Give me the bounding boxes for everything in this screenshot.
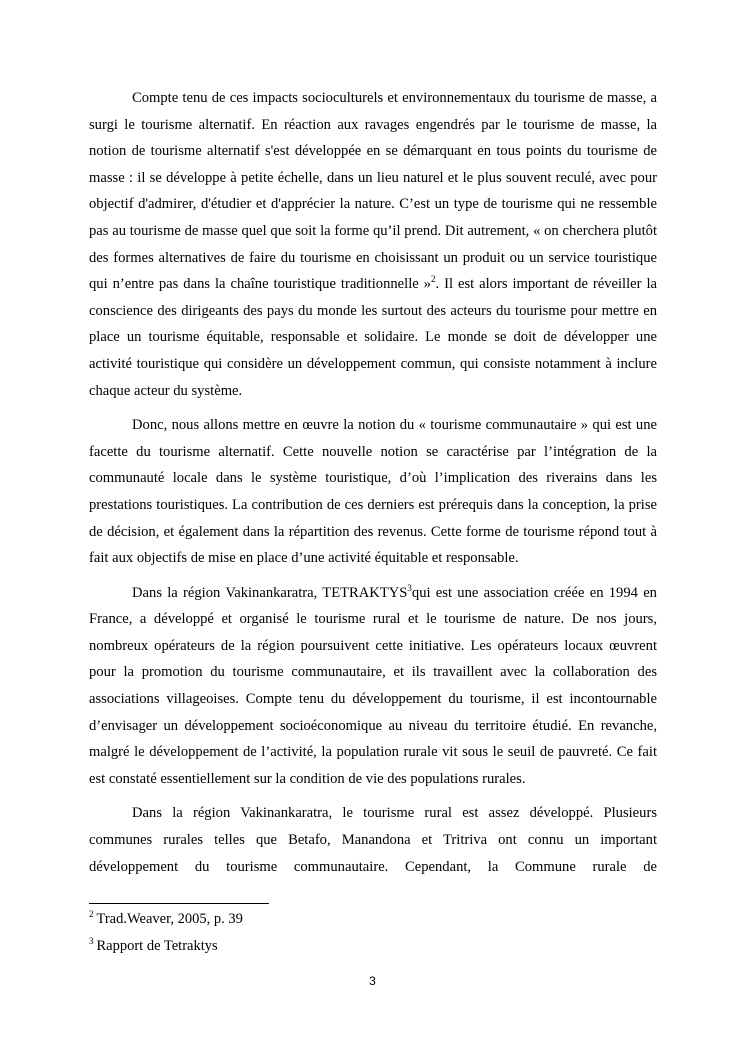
paragraph-text: Dans la région Vakinankaratra, le tourisme rural est assez développé. Plusieurs communes rurales telles que Betafo, Manandona et Tritriva ont connu un important développement du tourisme communautaire. Cependant, la Commune rurale de (89, 805, 657, 875)
paragraph-text: . Il est alors important de réveiller la conscience des dirigeants des pays du monde les surtout des acteurs du tourisme pour mettre en place un tourisme équitable, responsable et solidaire. Le monde se doit de développer une activité touristique qui considère un développement commun, qui consiste notamment à inclure chaque acteur du système. (89, 276, 657, 399)
footnote-item (89, 909, 657, 929)
footnote-mark: 3 (89, 936, 94, 947)
paragraph-tetraktys (89, 580, 657, 793)
paragraph-vakinankaratra (89, 800, 657, 880)
paragraph-tourisme-alternatif (89, 85, 657, 404)
paragraph-text: Donc, nous allons mettre en œuvre la notion du « tourisme communautaire » qui est une facette du tourisme alternatif. Cette nouvelle notion se caractérise par l’intégration de la communauté locale dans le système touristique, d’où l’implication des riverains dans les prestations touristiques. La contribution de ces derniers est prérequis dans la conception, la prise de décision, et également dans la répartition des revenus. Cette forme de tourisme répond tout à fait aux objectifs de mise en place d’une activité équitable et responsable. (89, 417, 657, 567)
paragraph-tourisme-communautaire (89, 412, 657, 572)
paragraph-text: qui est une association créée en 1994 en France, a développé et organisé le tourisme rural et le tourisme de nature. De nos jours, nombreux opérateurs de la région poursuivent cette initiative. Les opérateurs locaux œuvrent pour la promotion du tourisme communautaire, et ils travaillent avec la collaboration des associations villageoises. Compte tenu du développement du tourisme, il est incontournable d’envisager un développement socioéconomique au niveau du territoire étudié. En revanche, malgré le développement de l’activité, la population rurale vit sous le seuil de pauvreté. Ce fait est constaté essentiellement sur la condition de vie des populations rurales. (89, 584, 657, 787)
footnote-item (89, 936, 657, 956)
paragraph-text: Dans la région Vakinankaratra, TETRAKTYS (132, 584, 408, 601)
page-number: 3 (369, 974, 376, 988)
footnotes (89, 909, 657, 963)
footnote-separator (89, 903, 269, 904)
footnote-text: Rapport de Tetraktys (96, 938, 218, 954)
paragraph-text: Compte tenu de ces impacts socioculturels et environnementaux du tourisme de masse, a surgi le tourisme alternatif. En réaction aux ravages engendrés par le tourisme de masse, la notion de tourisme alternatif s'est développée en se démarquant en tous points du tourisme de masse : il se développe à petite échelle, dans un lieu naturel et le plus souvent reculé, avec pour objectif d'admirer, d'étudier et d'apprécier la nature. C’est un type de tourisme qui ne ressemble pas au tourisme de masse quel que soit la forme qu’il prend. Dit autrement, « on cherchera plutôt des formes alternatives de faire du tourisme en choisissant un produit ou un service touristique qui n’entre pas dans la chaîne touristique traditionnelle » (89, 90, 657, 293)
footnote-mark: 2 (89, 909, 94, 920)
footnote-text: Trad.Weaver, 2005, p. 39 (96, 911, 243, 927)
document-body (89, 85, 657, 888)
footnote-reference: 2 (430, 274, 436, 285)
footnote-reference: 3 (407, 582, 412, 593)
